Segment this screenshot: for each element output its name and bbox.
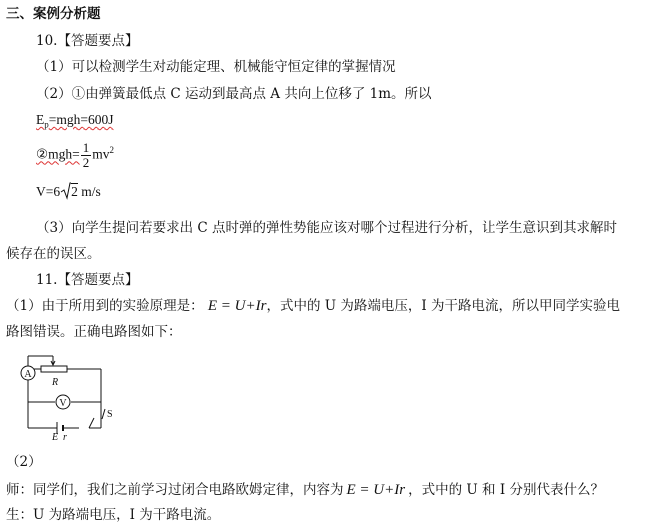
radical-sign-icon [60,182,71,200]
q11-p1-post: ，式中的 U 为路端电压，I 为干路电流，所以甲同学实验电 [266,298,621,314]
q11-part1-line1 [6,296,620,316]
ep-symbol: E [36,112,45,127]
eq2-prefix: ②mgh= [36,146,80,162]
energy-equation [36,133,114,172]
resistor-label: R [51,377,59,388]
teacher-post: ，式中的 U 和 I 分别代表什么？ [408,482,604,498]
teacher-formula: E = U+Ir [346,482,406,498]
q10-header: 10.【答题要点】 [36,33,139,49]
teacher-pre: 师：同学们，我们之前学习过闭合电路欧姆定律，内容为 [6,482,344,498]
switch-label: S [107,409,113,420]
circuit-diagram [15,352,125,442]
internal-resistance-label: r [63,432,67,442]
teacher-question [6,480,604,500]
ep-rest: =mgh=600J [48,112,114,127]
q11-part1-line2: 路图错误。正确电路图如下： [6,324,182,340]
section-title: 三、案例分析题 [6,6,101,22]
q11-header: 11.【答题要点】 [36,272,139,288]
sqrt-symbol [60,182,78,202]
q10-part3-line2: 候存在的误区。 [6,246,101,262]
v-prefix: V= [36,184,54,199]
q11-part2: （2） [6,454,42,470]
v-unit: m/s [81,184,101,199]
ep-subscript: p [44,119,49,130]
velocity-equation [36,182,101,202]
q11-p1-pre: （1）由于所用到的实验原理是： [6,298,204,314]
eq2-suffix: mv [92,146,110,162]
emf-label: E [52,432,59,442]
student-answer: 生：U 为路端电压，I 为干路电流。 [6,507,221,523]
q10-part1: （1）可以检测学生对动能定理、机械能守恒定律的掌握情况 [36,59,396,75]
fraction-numerator: 1 [82,139,90,155]
eq2-exponent: 2 [109,145,114,155]
q10-part3-line1: （3）向学生提问若要求出 C 点时弹的弹性势能应该对哪个过程进行分析，让学生意识到其求解时 [36,220,617,236]
switch-icon [102,409,105,419]
voltmeter-label: V [59,398,67,409]
emf-formula: E = U+Ir [207,298,267,314]
ammeter-label: A [24,369,32,380]
v-radicand: 2 [71,184,78,199]
half-fraction [81,141,92,170]
ep-equation [36,110,113,135]
v-coefficient: 6 [53,184,61,199]
q10-part2: （2）①由弹簧最低点 C 运动到最高点 A 共向上位移了 1m。所以 [36,86,432,102]
fraction-denominator: 2 [82,154,90,170]
